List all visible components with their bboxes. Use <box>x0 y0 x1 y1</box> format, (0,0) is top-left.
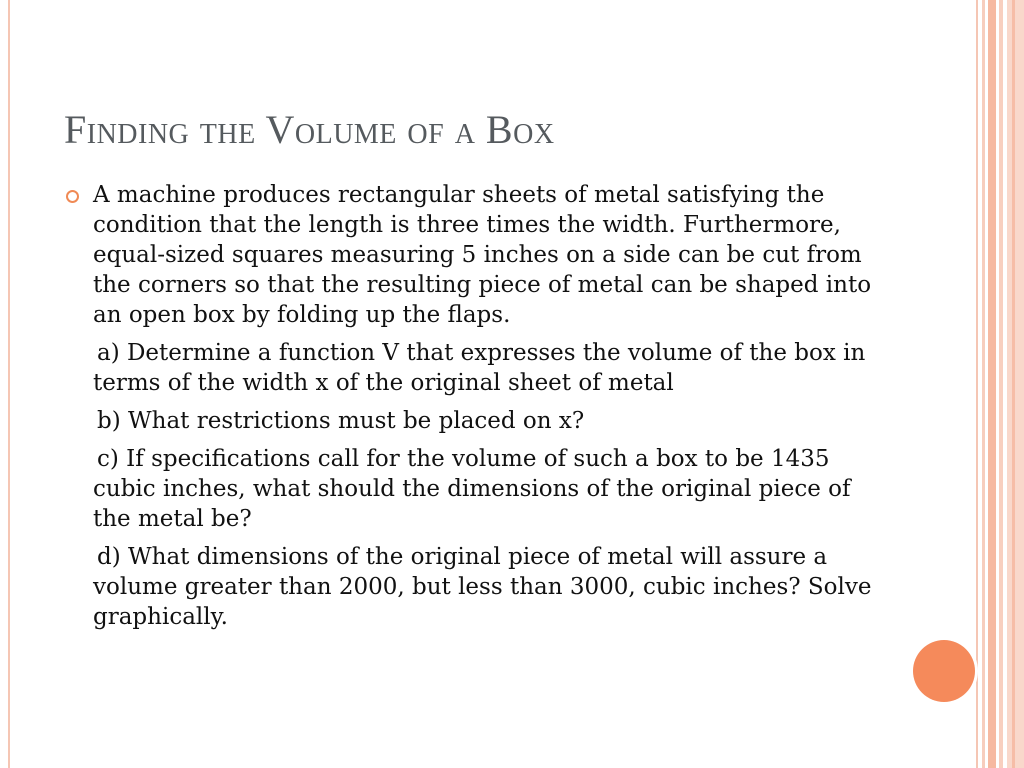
bullet-item <box>64 180 884 330</box>
slide-title: Finding the Volume of a Box <box>64 107 555 152</box>
question-b: b) What restrictions must be placed on x? <box>97 408 585 434</box>
decorative-circle <box>913 640 975 702</box>
decorative-stripe <box>988 0 996 768</box>
question-a: a) Determine a function V that expresses the volume of the box in terms of the width x of the original sheet of metal <box>93 340 866 396</box>
question-d: d) What dimensions of the original piece of metal will assure a volume greater than 2000, but less than 3000, cubic inches? Solve graphically. <box>93 544 872 630</box>
question-c: c) If specifications call for the volume of such a box to be 1435 cubic inches, what should the dimensions of the original piece of the metal be? <box>93 446 851 532</box>
decorative-stripe <box>1012 0 1015 768</box>
decorative-stripe <box>1007 0 1024 768</box>
hollow-circle-bullet-icon <box>66 190 79 203</box>
slide-body <box>64 180 884 632</box>
decorative-stripe <box>999 0 1003 768</box>
problem-statement: A machine produces rectangular sheets of metal satisfying the condition that the length is three times the width. Furthermore, equal-sized squares measuring 5 inches on a side can be cut from the corners so that the resulting piece of metal can be shaped into an open box by folding up the flaps. <box>93 182 872 328</box>
decorative-stripe <box>982 0 985 768</box>
